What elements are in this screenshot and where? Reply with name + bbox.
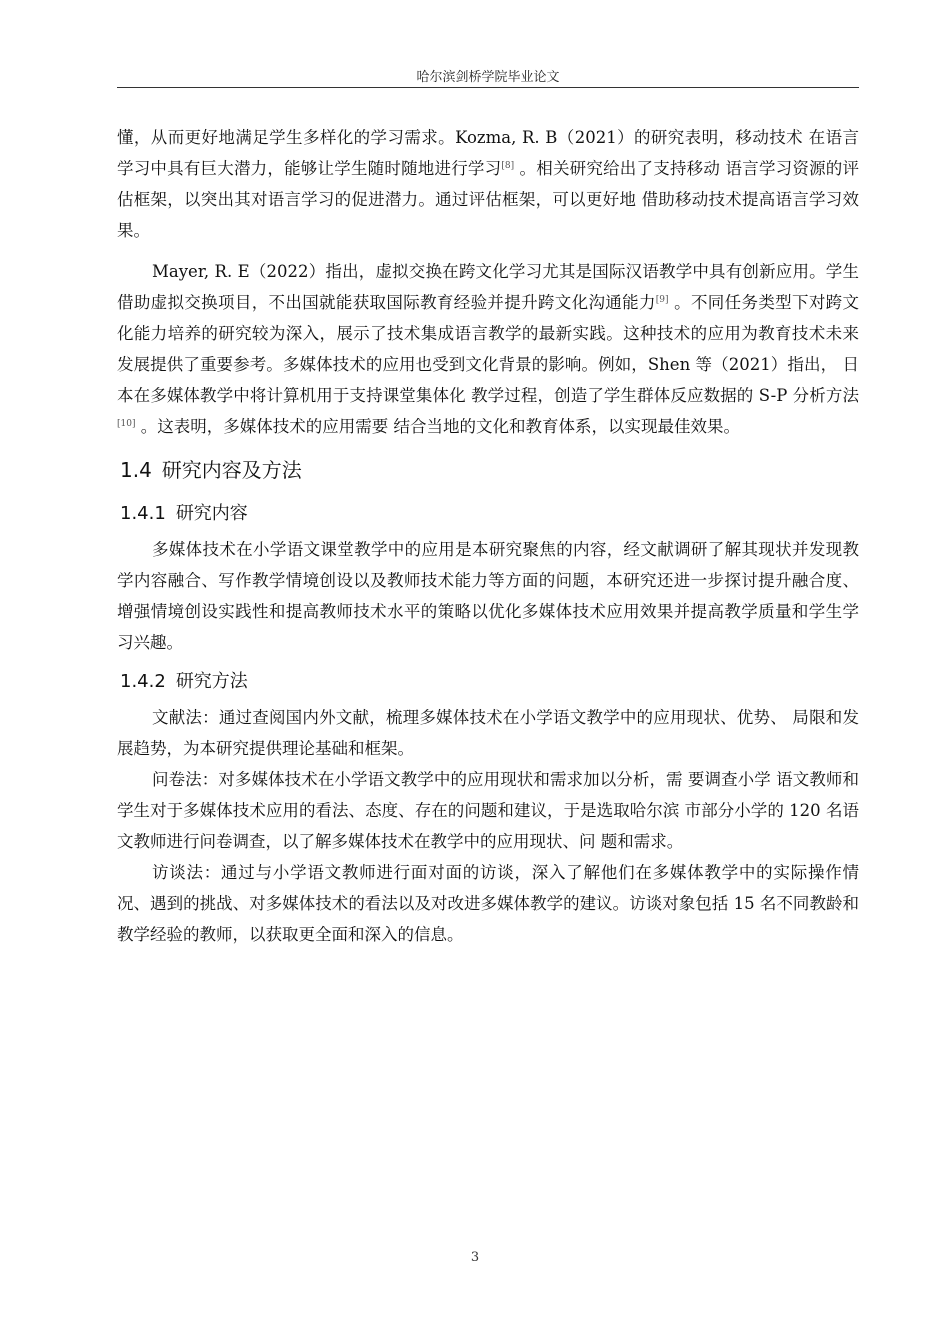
paragraph-questionnaire-method: 问卷法：对多媒体技术在小学语文教学中的应用现状和需求加以分析，需 要调查小学 语文教师和学生对于多媒体技术应用的看法、态度、存在的问题和建议，于是选取哈尔滨 市部分小学的 120 名语文教师进行问卷调查，以了解多媒体技术在教学中的应用现状、问 题和需求。 [117,770,859,851]
section-heading-1-4-2 [120,664,859,700]
section-heading-1-4-1 [120,496,859,532]
paragraph-literature-method: 文献法：通过查阅国内外文献，梳理多媒体技术在小学语文教学中的应用现状、优势、 局限和发展趋势，为本研究提供理论基础和框架。 [117,708,859,758]
citation-9[interactable]: [9] [655,295,669,305]
paragraph-text: 。相关研究给出了支持移动 语言学习资源的评估框架，以突出其对语言学习的促进潜力。通过评估框架，可以更好地 借助移动技术提高语言学习效果。 [117,159,859,240]
section-number: 1.4 [120,458,152,482]
paragraph-text: Mayer, R. E（2022）指出，虚拟交换在跨文化学习尤其是国际汉语教学中具有创新应用。学生借助虚拟交换项目，不出国就能获取国际教育经验并提升跨文化沟通能力 [117,262,859,312]
section-heading-1-4 [120,450,859,490]
page-header: 哈尔滨剑桥学院毕业论文 [416,70,560,85]
citation-10[interactable]: [10] [117,419,136,429]
section-number: 1.4.1 [120,503,166,524]
paragraph-research-content: 多媒体技术在小学语文课堂教学中的应用是本研究聚焦的内容，经文献调研了解其现状并发现教学内容融合、写作教学情境创设以及教师技术能力等方面的问题，本研究还进一步探讨提升融合度、增强情境创设实践性和提高教师技术水平的策略以优化多媒体技术应用效果并提高教学质量和学生学习兴趣。 [117,540,859,652]
paragraph-text: 。不同任务类型下对跨文化能力培养的研究较为深入，展示了技术集成语言教学的最新实践。这种技术的应用为教育技术未来发展提供了重要参考。多媒体技术的应用也受到文化背景的影响。例如，Shen 等（2021）指出， 日本在多媒体教学中将计算机用于支持课堂集体化 教学过程，创造了学生群体反应数据的 S-P 分析方法 [117,293,860,405]
paragraph-mayer [117,256,859,442]
page-number: 3 [470,1250,480,1265]
page-body [117,122,859,950]
section-title: 研究内容及方法 [161,458,302,482]
section-title: 研究内容 [175,503,248,524]
paragraph-text: 懂，从而更好地满足学生多样化的学习需求。Kozma, R. B（2021）的研究表明，移动技术 在语言学习中具有巨大潜力，能够让学生随时随地进行学习 [117,128,859,178]
paragraph-text: 。这表明，多媒体技术的应用需要 结合当地的文化和教育体系，以实现最佳效果。 [135,417,740,436]
header-rule [117,87,859,88]
section-title: 研究方法 [175,671,248,692]
citation-8[interactable]: [8] [501,161,515,171]
paragraph-interview-method: 访谈法：通过与小学语文教师进行面对面的访谈，深入了解他们在多媒体教学中的实际操作情况、遇到的挑战、对多媒体技术的看法以及对改进多媒体教学的建议。访谈对象包括 15 名不同教龄和教学经验的教师，以获取更全面和深入的信息。 [117,863,859,944]
paragraph-kozma [117,122,859,246]
section-number: 1.4.2 [120,671,166,692]
